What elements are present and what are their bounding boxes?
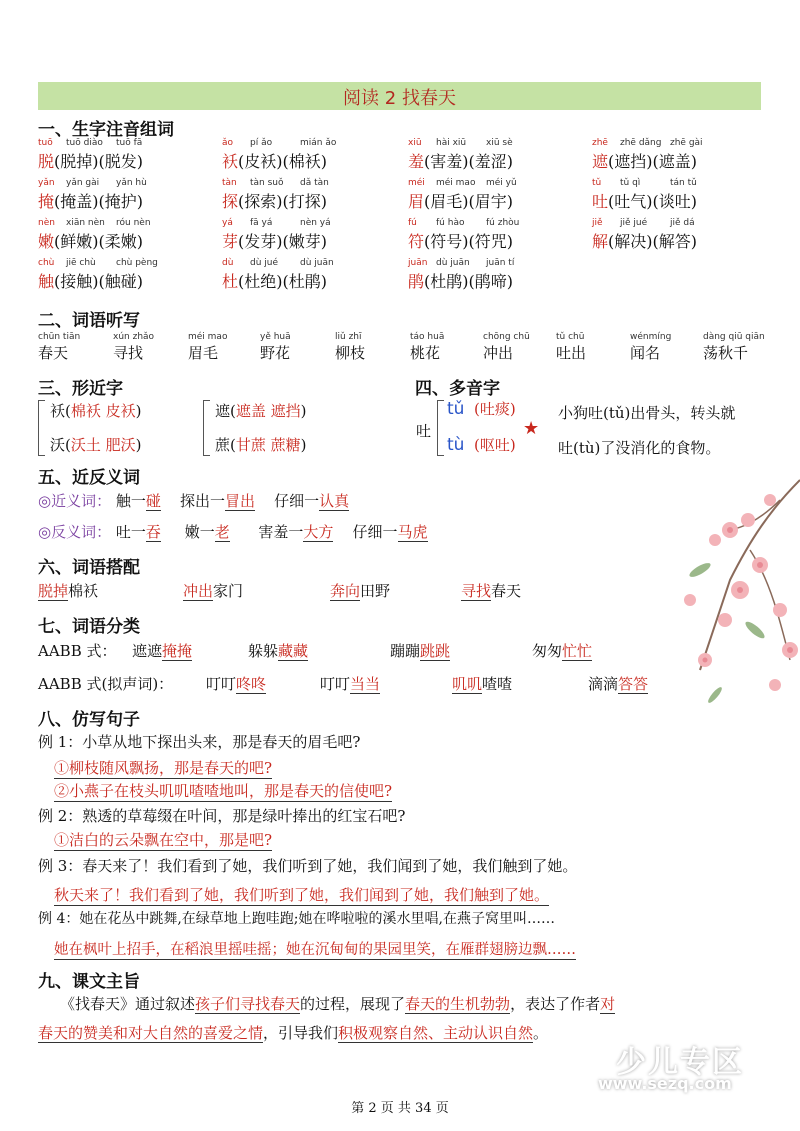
char-pinyin: nèn — [38, 218, 55, 228]
char-words: (符号)(符咒) — [424, 232, 513, 251]
char-entry — [408, 149, 513, 172]
dictation-word: 闻名 — [630, 344, 661, 362]
word-pinyin: méi yǔ — [486, 178, 517, 188]
char-entry — [222, 189, 327, 212]
example-sentence: 例 3：春天来了！我们看到了她，我们听到了她，我们闻到了她，我们触到了她。 — [38, 857, 578, 875]
section-9-heading: 九、课文主旨 — [38, 972, 140, 992]
char-words: (掩盖)(掩护) — [54, 192, 143, 211]
dictation-word: 吐出 — [556, 344, 587, 362]
word-pinyin: róu nèn — [116, 218, 151, 228]
char-pinyin: tǔ — [592, 178, 602, 188]
word-pinyin: jiě jué — [620, 218, 648, 228]
word-pinyin: tuō diào — [66, 138, 103, 148]
word-pinyin: hài xiū — [436, 138, 467, 148]
section-5-heading: 五、近反义词 — [38, 468, 140, 488]
char-pinyin: méi — [408, 178, 425, 188]
new-char: 遮 — [592, 152, 609, 171]
new-char: 脱 — [38, 152, 55, 171]
imitation-answer: ①洁白的云朵飘在空中，那是吧? — [54, 831, 273, 849]
char-entry — [222, 269, 327, 292]
char-pinyin: jiě — [592, 218, 603, 228]
example-sentence: 例 2：熟透的草莓缀在叶间，那是绿叶捧出的红宝石吧? — [38, 807, 406, 825]
new-char: 袄 — [222, 152, 239, 171]
char-words: (吐气)(谈吐) — [608, 192, 697, 211]
new-char: 符 — [408, 232, 425, 251]
dictation-pinyin: táo huā — [410, 332, 445, 342]
dictation-word: 柳枝 — [335, 344, 366, 362]
char-pinyin: yá — [222, 218, 233, 228]
antonym-row: ◎反义词： 吐一吞 嫩一老 害羞一大方 仔细一马虎 — [38, 523, 428, 541]
char-pinyin: dù — [222, 258, 234, 268]
dictation-pinyin: chūn tiān — [38, 332, 81, 342]
section-6-heading: 六、词语搭配 — [38, 558, 140, 578]
theme-paragraph-line-1: 《找春天》通过叙述孩子们寻找春天的过程，展现了春天的生机勃勃，表达了作者对 — [60, 995, 616, 1013]
char-entry — [222, 229, 327, 252]
imitation-answer: 秋天来了！我们看到了她，我们听到了她，我们闻到了她，我们触到了她。 — [54, 886, 550, 904]
imitation-answer: ②小燕子在枝头叽叽喳喳地叫，那是春天的信使吧? — [54, 782, 393, 800]
char-words: (解决)(解答) — [608, 232, 697, 251]
char-entry — [592, 149, 697, 172]
char-words: (皮袄)(棉袄) — [238, 152, 327, 171]
section-8-heading: 八、仿写句子 — [38, 710, 140, 730]
char-words: (杜鹃)(鹃啼) — [424, 272, 513, 291]
theme-paragraph-line-2: 春天的赞美和对大自然的喜爱之情，引导我们积极观察自然、主动认识自然。 — [38, 1024, 549, 1042]
char-entry — [222, 149, 327, 172]
collocation-item: 奔向田野 — [330, 582, 391, 600]
new-char: 羞 — [408, 152, 425, 171]
word-pinyin: tǔ qì — [620, 178, 641, 188]
word-pinyin: pí ǎo — [250, 138, 273, 148]
imitation-answer: ①柳枝随风飘扬，那是春天的吧? — [54, 759, 273, 777]
site-url: www.sezq.com — [598, 1074, 732, 1093]
word-pinyin: dù jué — [250, 258, 279, 268]
char-words: (鲜嫩)(柔嫩) — [54, 232, 143, 251]
new-char: 探 — [222, 192, 239, 211]
new-char: 吐 — [592, 192, 609, 211]
new-char: 杜 — [222, 272, 239, 291]
char-pinyin: yǎn — [38, 178, 55, 188]
polyphone-sentence-1: 小狗吐(tǔ)出骨头，转头就 — [558, 404, 736, 422]
blossom-branch-decoration — [630, 470, 800, 730]
imitation-answer: 她在枫叶上招手，在稻浪里摇哇摇；她在沉甸甸的果园里笑，在雁群翅膀边飘…… — [54, 938, 576, 960]
word-pinyin: dù juān — [300, 258, 334, 268]
char-words: (发芽)(嫩芽) — [238, 232, 327, 251]
new-char: 芽 — [222, 232, 239, 251]
collocation-item: 冲出家门 — [183, 582, 244, 600]
word-pinyin: fú zhòu — [486, 218, 520, 228]
char-pinyin: ǎo — [222, 138, 234, 148]
word-pinyin: tuō fā — [116, 138, 143, 148]
bracket — [38, 400, 45, 456]
aabb-item: 匆匆忙忙 — [532, 642, 593, 660]
word-pinyin: dù juān — [436, 258, 470, 268]
char-entry — [38, 269, 143, 292]
new-char: 鹃 — [408, 272, 425, 291]
new-char: 解 — [592, 232, 609, 251]
section-3-heading: 三、形近字 — [38, 379, 123, 399]
dictation-word: 荡秋千 — [703, 344, 749, 362]
word-pinyin: xiān nèn — [66, 218, 105, 228]
word-pinyin: tàn suǒ — [250, 178, 284, 188]
aabb-item: 叮叮咚咚 — [206, 675, 267, 693]
dictation-word: 春天 — [38, 344, 69, 362]
similar-char-row: 蔗(甘蔗 蔗糖) — [215, 436, 307, 454]
bracket — [203, 400, 210, 456]
word-pinyin: yǎn gài — [66, 178, 100, 188]
new-char: 眉 — [408, 192, 425, 211]
char-pinyin: tuō — [38, 138, 53, 148]
aabb-item: 叽叽喳喳 — [452, 675, 513, 693]
new-char: 掩 — [38, 192, 55, 211]
char-words: (害羞)(羞涩) — [424, 152, 513, 171]
char-pinyin: xiū — [408, 138, 422, 148]
char-words: (遮挡)(遮盖) — [608, 152, 697, 171]
word-pinyin: fā yá — [250, 218, 273, 228]
char-words: (眉毛)(眉宇) — [424, 192, 513, 211]
char-pinyin: tàn — [222, 178, 237, 188]
similar-char-row: 遮(遮盖 遮挡) — [215, 402, 307, 420]
char-entry — [408, 269, 513, 292]
word-pinyin: dǎ tàn — [300, 178, 329, 188]
aabb-item: 遮遮掩掩 — [132, 642, 193, 660]
char-entry — [592, 189, 697, 212]
collocation-item: 脱掉棉袄 — [38, 582, 99, 600]
char-pinyin: fú — [408, 218, 417, 228]
word-pinyin: nèn yá — [300, 218, 331, 228]
collocation-item: 寻找春天 — [461, 582, 522, 600]
similar-char-row: 袄(棉袄 皮袄) — [50, 402, 142, 420]
dictation-pinyin: dàng qiū qiān — [703, 332, 765, 342]
dictation-pinyin: chōng chū — [483, 332, 530, 342]
new-char: 嫩 — [38, 232, 55, 251]
dictation-word: 野花 — [260, 344, 291, 362]
dictation-word: 寻找 — [113, 344, 144, 362]
char-entry — [408, 229, 513, 252]
aabb-item: 滴滴答答 — [588, 675, 649, 693]
char-words: (探索)(打探) — [238, 192, 327, 211]
star-icon: ★ — [523, 418, 540, 439]
dictation-pinyin: liǔ zhī — [335, 332, 362, 342]
word-pinyin: zhē gài — [670, 138, 703, 148]
word-pinyin: zhē dǎng — [620, 138, 662, 148]
section-2-heading: 二、词语听写 — [38, 311, 140, 331]
word-pinyin: fú hào — [436, 218, 465, 228]
section-4-heading: 四、多音字 — [415, 379, 500, 399]
word-pinyin: jiě dá — [670, 218, 695, 228]
example-sentence: 例 1：小草从地下探出头来，那是春天的眉毛吧? — [38, 733, 361, 751]
word-pinyin: xiū sè — [486, 138, 513, 148]
char-words: (脱掉)(脱发) — [54, 152, 143, 171]
char-pinyin: juān — [408, 258, 428, 268]
section-7-heading: 七、词语分类 — [38, 617, 140, 637]
synonym-row: ◎近义词： 触一碰 探出一冒出 仔细一认真 — [38, 492, 350, 510]
aabb-item: 躲躲藏藏 — [248, 642, 309, 660]
word-pinyin: méi mao — [436, 178, 476, 188]
aabb-item: 叮叮当当 — [320, 675, 381, 693]
polyphone-char: 吐 — [416, 422, 432, 440]
title-bar — [38, 82, 761, 110]
polyphone-reading-2: tù (呕吐) — [447, 435, 516, 455]
word-pinyin: tán tǔ — [670, 178, 697, 188]
char-pinyin: zhē — [592, 138, 608, 148]
dictation-word: 眉毛 — [188, 344, 219, 362]
dictation-pinyin: wénmíng — [630, 332, 672, 342]
aabb-label: AABB 式： — [38, 642, 117, 660]
char-entry — [38, 189, 143, 212]
word-pinyin: yǎn hù — [116, 178, 147, 188]
char-entry — [592, 229, 697, 252]
dictation-pinyin: méi mao — [188, 332, 228, 342]
similar-char-row: 沃(沃土 肥沃) — [50, 436, 142, 454]
char-words: (杜绝)(杜鹃) — [238, 272, 327, 291]
char-words: (接触)(触碰) — [54, 272, 143, 291]
char-entry — [408, 189, 513, 212]
example-sentence: 例 4：她在花丛中跳舞,在绿草地上跑哇跑;她在哗啦啦的溪水里唱,在燕子窝里叫…… — [38, 911, 555, 927]
word-pinyin: mián ǎo — [300, 138, 337, 148]
dictation-word: 桃花 — [410, 344, 441, 362]
new-char: 触 — [38, 272, 55, 291]
aabb-onomatopoeia-label: AABB 式(拟声词)： — [38, 675, 174, 693]
site-logo: 少儿专区 — [616, 1045, 744, 1080]
char-pinyin: chù — [38, 258, 55, 268]
dictation-pinyin: xún zhǎo — [113, 332, 155, 342]
polyphone-sentence-2: 吐(tù)了没消化的食物。 — [558, 439, 721, 457]
polyphone-reading-1: tǔ (吐痰) — [447, 399, 516, 419]
char-entry — [38, 229, 143, 252]
aabb-item: 蹦蹦跳跳 — [390, 642, 451, 660]
word-pinyin: chù pèng — [116, 258, 158, 268]
bracket — [437, 400, 444, 456]
word-pinyin: juān tí — [486, 258, 515, 268]
dictation-pinyin: yě huā — [260, 332, 291, 342]
word-pinyin: jiē chù — [66, 258, 96, 268]
page-footer: 第 2 页 共 34 页 — [351, 1101, 449, 1116]
dictation-pinyin: tǔ chū — [556, 332, 585, 342]
page-title: 阅读 2 找春天 — [343, 88, 456, 109]
dictation-word: 冲出 — [483, 344, 514, 362]
char-entry — [38, 149, 143, 172]
section-1-heading: 一、生字注音组词 — [38, 120, 174, 140]
